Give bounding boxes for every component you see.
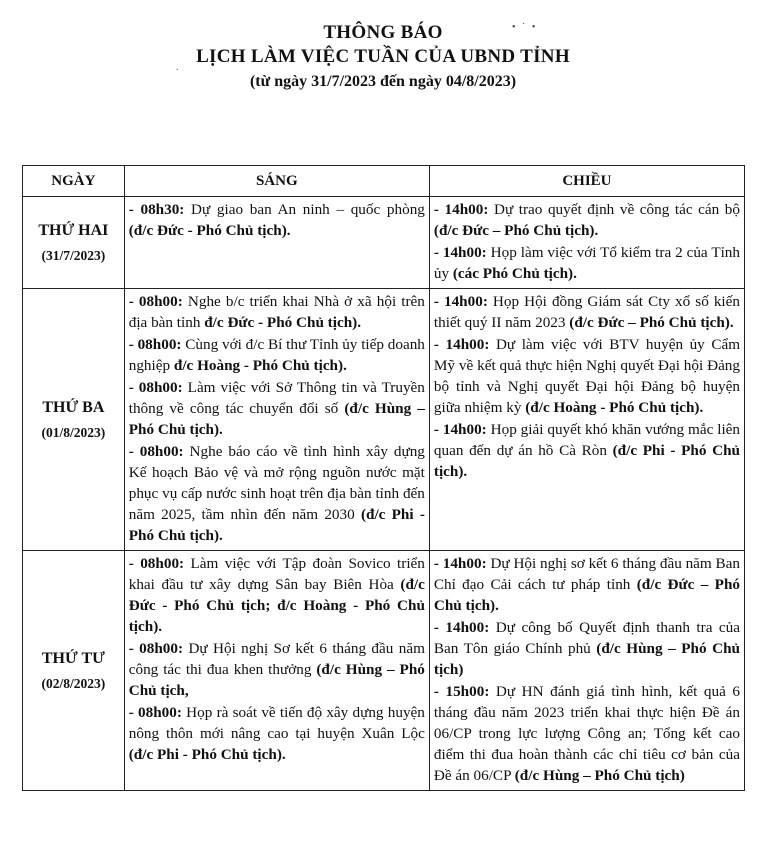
item-time: - 14h00: [433,619,490,636]
day-name: THỨ HAI [38,221,109,239]
item-time: - 08h30: [128,201,185,218]
item-text: Họp giải quyết khó khăn vướng mắc liên quan đến dự án hồ Cà Ròn [433,421,741,459]
item-person: (đ/c Đức – Phó Chủ tịch). [433,576,740,614]
afternoon-cell [429,197,744,289]
item-time: - 14h00: [433,201,489,218]
day-date: (31/7/2023) [41,247,106,263]
item-time: - 08h00: [128,640,184,657]
item-time: - 08h00: [128,443,184,460]
column-header-morning: SÁNG [124,166,429,197]
item-person: (đ/c Hùng – Phó Chủ tịch, [128,661,425,699]
item-time: - 08h00: [128,336,182,353]
item-time: - 08h00: [128,379,183,396]
scan-speck: . [176,62,179,73]
item-person: (đ/c Đức – Phó Chủ tịch). [569,314,734,331]
schedule-body [23,197,745,791]
table-row [23,289,745,551]
schedule-item [129,553,425,637]
schedule-table [22,165,745,791]
item-time: - 14h00: [433,244,487,261]
schedule-item [434,242,740,284]
item-person: (đ/c Hoàng - Phó Chủ tịch). [525,399,704,416]
day-name: THỨ BA [42,398,105,416]
item-time: - 14h00: [433,421,487,438]
item-person: (đ/c Hùng – Phó Chủ tịch) [514,767,685,784]
morning-cell [124,197,429,289]
table-header-row [23,166,745,197]
day-name: THỨ TƯ [41,649,105,667]
schedule-item [434,291,740,333]
schedule-item [129,441,425,546]
item-person: (đ/c Hùng – Phó Chủ tịch). [128,400,425,438]
schedule-item [129,638,425,701]
schedule-item [129,199,425,241]
item-text: Làm việc với Sở Thông tin và Truyền thông về công tác chuyển đổi số [128,379,425,417]
document-title: THÔNG BÁO [323,22,443,43]
item-person: đ/c Đức - Phó Chủ tịch). [204,314,362,331]
date-range: (từ ngày 31/7/2023 đến ngày 04/8/2023) [249,73,517,90]
schedule-item [129,702,425,765]
item-time: - 08h00: [128,555,185,572]
item-text: Dự trao quyết định về công tác cán bộ [488,201,740,218]
item-text: Họp Hội đồng Giám sát Cty xổ số kiến thiết quý II năm 2023 [433,293,740,331]
item-text: Dự HN đánh giá tình hình, kết quả 6 tháng đầu năm 2023 triển khai thực hiện Đề án 06/CP trong lực lượng Công an; Tổng kết cao điểm thi đua hoàn thành các chỉ tiêu cơ bản của Đề án 06/CP [433,683,740,784]
item-time: - 08h00: [128,704,182,721]
item-time: - 14h00: [433,293,488,310]
item-time: - 15h00: [433,683,490,700]
item-person: (đ/c Phi - Phó Chủ tịch). [128,746,286,763]
day-cell [23,289,125,551]
morning-cell [124,289,429,551]
schedule-item [434,419,740,482]
item-person: (đ/c Đức - Phó Chủ tịch). [128,222,291,239]
schedule-item [434,617,740,680]
item-person: (đ/c Phi - Phó Chủ tịch). [128,506,425,544]
item-person: đ/c Hoàng - Phó Chủ tịch). [173,357,347,374]
morning-cell [124,551,429,791]
item-text: Dự công bố Quyết định thanh tra của Ban Tôn giáo Chính phủ [433,619,740,657]
document-subtitle: LỊCH LÀM VIỆC TUẦN CỦA UBND TỈNH [196,46,570,67]
item-text: Nghe b/c triển khai Nhà ở xã hội trên địa bàn tỉnh [128,293,425,331]
item-text: Nghe báo cáo về tình hình xây dựng Kế hoạch Bảo vệ và mở rộng nguồn nước mặt phục vụ cấp nước sinh hoạt trên địa bàn tỉnh đến năm 2025, tầm nhìn đến năm 2030 [128,443,425,523]
scan-specks: • ˙ • [512,22,538,33]
schedule-item [434,553,740,616]
table-row [23,551,745,791]
day-date: (01/8/2023) [41,424,106,440]
item-text: Dự làm việc với BTV huyện ủy Cẩm Mỹ về kết quả thực hiện Nghị quyết Đại hội Đảng bộ tỉnh và Nghị quyết Đại hội Đảng bộ huyện giữa nhiệm kỳ [433,336,741,416]
schedule-item [434,199,740,241]
item-text: Họp rà soát về tiến độ xây dựng huyện nông thôn mới nâng cao tại huyện Xuân Lộc [128,704,425,742]
item-time: - 14h00: [433,555,487,572]
day-date: (02/8/2023) [41,675,106,691]
item-text: Dự giao ban An ninh – quốc phòng [184,201,425,218]
item-text: Họp làm việc với Tổ kiểm tra 2 của Tỉnh ủy [433,244,740,282]
schedule-item [129,377,425,440]
item-text: Dự Hội nghị sơ kết 6 tháng đầu năm Ban Chỉ đạo Cải cách tư pháp tỉnh [433,555,741,593]
item-person: (đ/c Hùng – Phó Chủ tịch) [433,640,740,678]
item-time: - 08h00: [128,293,183,310]
day-cell [23,197,125,289]
schedule-item [434,681,740,786]
schedule-item [434,334,740,418]
item-text: Làm việc với Tập đoàn Sovico triển khai đầu tư xây dựng Sân bay Biên Hòa [128,555,425,593]
column-header-afternoon: CHIỀU [429,166,744,197]
item-person: (đ/c Đức – Phó Chủ tịch). [433,222,599,239]
schedule-item [129,291,425,333]
afternoon-cell [429,289,744,551]
table-row [23,197,745,289]
item-text: Cùng với đ/c Bí thư Tỉnh ủy tiếp doanh nghiệp [128,336,425,374]
item-text: Dự Hội nghị Sơ kết 6 tháng đầu năm công tác thi đua khen thưởng [128,640,425,678]
afternoon-cell [429,551,744,791]
column-header-day: NGÀY [23,166,125,197]
item-person: (các Phó Chủ tịch). [452,265,577,282]
schedule-item [129,334,425,376]
item-time: - 14h00: [433,336,490,353]
item-person: (đ/c Phi - Phó Chủ tịch). [433,442,740,480]
day-cell [23,551,125,791]
item-person: (đ/c Đức - Phó Chủ tịch; đ/c Hoàng - Phó Chủ tịch). [128,576,425,635]
